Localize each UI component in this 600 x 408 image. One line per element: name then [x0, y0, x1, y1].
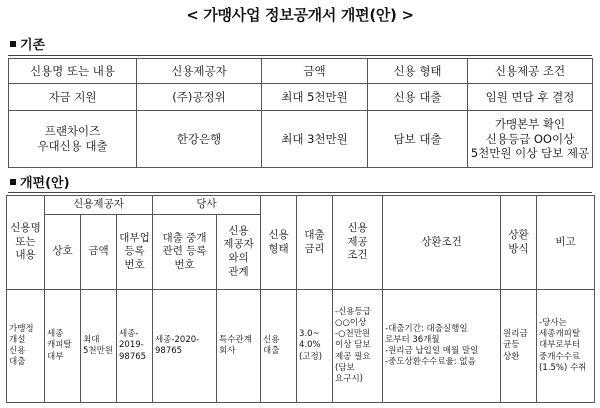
table-cell: 3.0~ 4.0% (고정) [297, 290, 333, 403]
table-cell: 신용 대출 [368, 84, 468, 111]
table-cell: -당사는 세종캐피탈 대부로부터 중개수수료 (1.5%) 수취 [537, 290, 595, 403]
table-cell: 자금 지원 [9, 84, 137, 111]
bullet-square-icon [10, 179, 16, 185]
after-header-repay-conditions: 상환조건 [383, 196, 501, 290]
before-header-provider: 신용제공자 [137, 59, 262, 84]
divider [8, 55, 592, 56]
table-cell: 최대 5천만원 [81, 290, 117, 403]
section-heading-after [10, 172, 70, 191]
before-table [8, 58, 593, 168]
after-subheader-reg-no: 대부업 등록 번호 [117, 215, 153, 290]
before-header-type: 신용 형태 [368, 59, 468, 84]
table-row [9, 111, 593, 168]
table-cell: 프랜차이즈 우대신용 대출 [9, 111, 137, 168]
table-cell: 임원 면담 후 결정 [468, 84, 593, 111]
table-cell: -대출기간: 대출실행일 로부터 36개월 -원리금 납입일 매월 말일 -중도상환수수료율: 없음 [383, 290, 501, 403]
after-header-remarks: 비고 [537, 196, 595, 290]
after-header-provider-group: 신용제공자 [45, 196, 153, 215]
before-header-credit-name: 신용명 또는 내용 [9, 59, 137, 84]
bullet-square-icon [10, 41, 16, 47]
page-title: < 가맹사업 정보공개서 개편(안) > [186, 6, 414, 24]
after-table [6, 195, 595, 403]
section-heading-before [10, 34, 45, 53]
after-table-header-row [7, 196, 595, 215]
table-cell: 최대 5천만원 [262, 84, 368, 111]
after-subheader-name: 상호 [45, 215, 81, 290]
after-subheader-broker-reg: 대출 중개 관련 등록 번호 [153, 215, 217, 290]
table-cell: 세종- 2019- 98765 [117, 290, 153, 403]
table-cell: 담보 대출 [368, 111, 468, 168]
table-cell: 최대 3천만원 [262, 111, 368, 168]
table-cell: 원리금 균등 상환 [501, 290, 537, 403]
divider [8, 192, 592, 193]
before-header-amount: 금액 [262, 59, 368, 84]
table-cell: 가맹본부 확인 신용등급 OO이상 5천만원 이상 담보 제공 [468, 111, 593, 168]
after-subheader-amount: 금액 [81, 215, 117, 290]
after-header-rate: 대출 금리 [297, 196, 333, 290]
table-row [9, 84, 593, 111]
after-header-conditions: 신용 제공 조건 [333, 196, 383, 290]
after-header-repay-method: 상환 방식 [501, 196, 537, 290]
table-cell: 한강은행 [137, 111, 262, 168]
section-after-label: 개편(안) [20, 176, 70, 191]
table-cell: (주)공정위 [137, 84, 262, 111]
before-table-header-row [9, 59, 593, 84]
table-cell: 가맹정 개설 신용 대출 [7, 290, 45, 403]
table-row [7, 290, 595, 403]
table-cell: 세종-2020- 98765 [153, 290, 217, 403]
after-header-party-group: 당사 [153, 196, 261, 215]
table-cell: 신용 대출 [261, 290, 297, 403]
section-before-label: 기존 [20, 38, 46, 53]
before-header-conditions: 신용제공 조건 [468, 59, 593, 84]
after-header-credit-name: 신용명 또는 내용 [7, 196, 45, 290]
table-cell: -신용등급 ○○이상 -○천만원 이상 담보 제공 필요 (담보 요구시) [333, 290, 383, 403]
table-cell: 특수관계 회사 [217, 290, 261, 403]
table-cell: 세종 캐피탈 대부 [45, 290, 81, 403]
after-subheader-relation: 신용 제공자 와의 관계 [217, 215, 261, 290]
after-header-credit-type: 신용 형태 [261, 196, 297, 290]
